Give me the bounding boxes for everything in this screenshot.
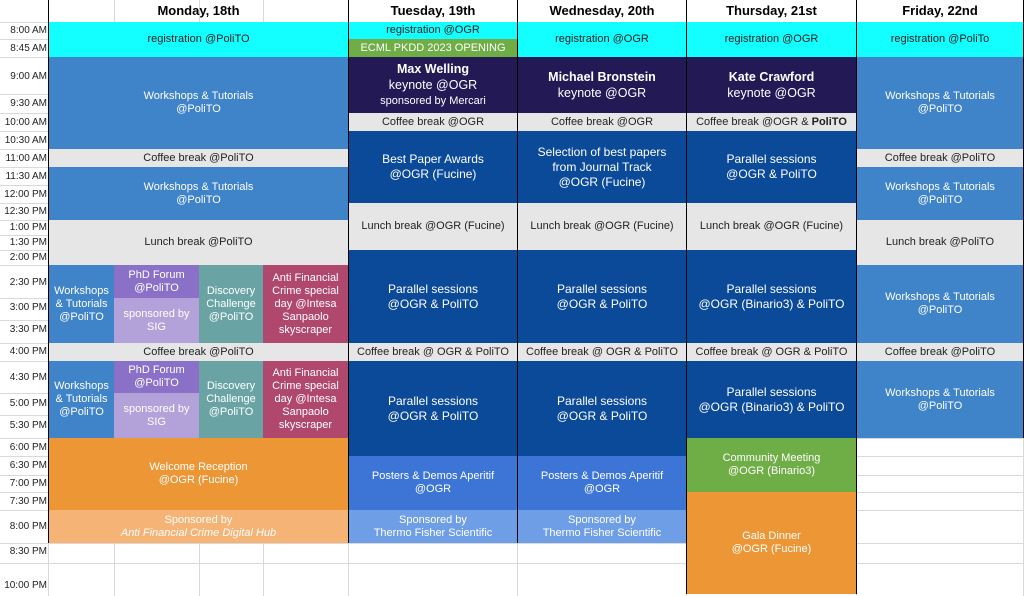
event-label: Lunch break @PoliTO [885,236,995,248]
event-location: @OGR & PoliTO [387,408,479,423]
wed-lunch-break[interactable] [518,203,686,250]
mon-workshops-pm1[interactable] [49,265,114,343]
mon-anti-financial-crime-1[interactable] [263,265,348,343]
time-label: 3:00 PM [9,302,47,313]
event-location: keynote @OGR [557,86,647,100]
event-label: Posters & Demos Aperitif [540,470,664,482]
event-label: Workshops & Tutorials [885,90,995,102]
event-label: Best Paper Awards [382,152,484,166]
event-location: @PoliTO [917,103,963,115]
day-border [856,0,857,594]
event-location: @PoliTO [917,304,963,316]
thu-registration[interactable] [687,22,856,57]
event-label: registration @OGR [724,33,819,45]
time-label: 5:30 PM [9,420,47,431]
event-label: registration @PoliTo [890,33,990,45]
event-label: skyscraper [278,323,333,336]
time-label: 8:30 PM [9,546,47,557]
keynote-speaker: Michael Bronstein [548,70,656,84]
tue-coffee-break-pm[interactable] [349,343,517,361]
time-label: 3:30 PM [9,324,47,335]
time-label: 10:00 PM [4,580,47,591]
fri-workshops-pm2[interactable] [857,361,1023,438]
mon-phd-forum-1[interactable] [114,265,199,298]
thu-gala-dinner[interactable] [687,492,856,594]
event-label: Anti Financial [272,367,339,379]
event-label: Workshops & Tutorials [885,291,995,303]
event-label: Workshops & Tutorials [143,90,254,102]
sponsor-label: Sponsored by [568,513,636,526]
event-location: @OGR (Binario3) & PoliTO [698,296,845,311]
event-label: Parallel sessions [556,281,648,296]
day-border [48,0,49,543]
sponsor-name: SIG [147,415,166,428]
event-location: @OGR [583,483,621,495]
day-header-friday: Friday, 22nd [902,3,978,18]
event-location: @OGR (Fucine) [558,174,646,189]
event-label: Parallel sessions [726,384,817,399]
event-label: Parallel sessions [556,393,648,408]
grid-line [0,543,1024,544]
fri-lunch-break[interactable] [857,220,1023,265]
wed-posters-sponsor[interactable] [518,510,686,543]
event-label: registration @OGR [555,33,649,45]
thu-parallel-sessions-1[interactable] [687,250,856,343]
time-label: 7:30 PM [9,496,47,507]
time-label: 9:00 AM [10,71,47,82]
fri-registration[interactable] [857,22,1023,57]
thu-lunch-break[interactable] [687,203,856,250]
thu-coffee-break-pm[interactable] [687,343,856,361]
event-label: from Journal Track [552,159,652,174]
mon-coffee-break-am[interactable] [49,149,348,167]
event-location: keynote @OGR [388,78,478,92]
fri-coffee-break-pm[interactable] [857,343,1023,361]
thu-parallel-sessions-2[interactable] [687,361,856,438]
day-border [517,0,518,543]
event-label: Community Meeting [722,452,821,464]
event-location: @OGR (Fucine) [731,543,812,555]
time-label: 8:45 AM [10,43,47,54]
event-location: @PoliTO [208,406,254,418]
wed-posters-demos[interactable] [518,456,686,510]
event-label: Coffee break @PoliTO [884,151,996,164]
mon-workshops-pm2[interactable] [49,361,114,438]
event-label: & Tutorials [55,297,108,310]
wed-coffee-break-am[interactable] [518,113,686,131]
event-location: @PoliTO [134,377,179,389]
mon-welcome-reception[interactable] [49,438,348,510]
event-label: Workshops & Tutorials [885,180,995,193]
day-header-monday: Monday, 18th [157,3,240,18]
event-label: PhD Forum [128,364,185,376]
wed-coffee-break-pm[interactable] [518,343,686,361]
event-location: @PoliTO [917,193,963,206]
event-label: Coffee break @ OGR & PoliTO [695,345,848,358]
time-label: 9:30 AM [10,98,47,109]
sponsor-name: Thermo Fisher Scientific [373,526,493,539]
event-label: Discovery [206,380,256,392]
mon-discovery-challenge-1[interactable] [199,265,263,343]
event-location: @OGR & PoliTO [556,408,648,423]
fri-workshops-pm1[interactable] [857,265,1023,343]
event-location: @PoliTO [176,103,221,115]
grid-line [0,563,1024,564]
event-label: Coffee break @OGR & [696,115,812,128]
event-label: registration @PoliTO [147,33,250,45]
event-label: Crime special [272,284,339,297]
tue-registration[interactable] [349,22,517,39]
event-label: Selection of best papers [537,144,667,159]
sponsor-label: sponsored by Mercari [380,95,486,107]
sponsor-name: Anti Financial Crime Digital Hub [120,526,277,539]
event-label: Posters & Demos Aperitif [371,470,495,482]
tue-parallel-sessions-2[interactable] [349,361,517,456]
event-label: ECML PKDD 2023 OPENING [360,41,506,54]
time-label: 6:00 PM [9,442,47,453]
event-location: @OGR (Fucine) [158,474,239,486]
mon-welcome-sponsor[interactable] [49,510,348,543]
event-location: @OGR (Binario3) [728,465,815,477]
event-label: Challenge [206,297,256,310]
event-label: Workshops [54,284,109,297]
event-location: @PoliTO [208,310,254,323]
event-label: & Tutorials [55,393,108,405]
event-location: keynote @OGR [727,86,816,100]
event-location: @OGR & PoliTO [726,167,817,181]
fri-workshops-morning[interactable] [857,57,1023,149]
time-label: 2:30 PM [9,277,47,288]
mon-lunch-break[interactable] [49,220,348,265]
mon-workshops-midday[interactable] [49,167,348,220]
time-label: 11:00 AM [5,153,47,164]
event-label: Welcome Reception [149,461,248,473]
event-label: Parallel sessions [726,281,817,296]
mon-coffee-break-pm[interactable] [49,343,348,361]
day-header-thursday: Thursday, 21st [726,3,817,18]
event-label: Sanpaolo [282,406,329,418]
tue-lunch-break[interactable] [349,203,517,250]
keynote-speaker: Max Welling [396,62,469,76]
event-location: @OGR (Binario3) & PoliTO [698,399,845,414]
tue-opening[interactable] [349,39,517,57]
time-label: 6:30 PM [9,460,47,471]
time-label: 7:00 PM [9,478,47,489]
time-label: 2:00 PM [9,252,47,263]
mon-phd-forum-2[interactable] [114,361,199,393]
sponsor-name: SIG [147,320,166,333]
event-label: Coffee break @ OGR & PoliTO [357,345,509,358]
event-label: day @Intesa [274,297,337,310]
mon-phd-sponsor-1[interactable] [114,298,199,343]
thu-parallel-sessions-0[interactable] [687,131,856,203]
wed-journal-track[interactable] [518,131,686,203]
event-label: PhD Forum [128,268,185,281]
event-label: Coffee break @PoliTO [143,151,254,164]
day-border [686,0,687,594]
wed-parallel-sessions-2[interactable] [518,361,686,456]
event-label: Coffee break @OGR [381,115,485,128]
sponsor-name: Thermo Fisher Scientific [542,526,662,539]
event-label: Anti Financial [272,271,339,284]
day-header-wednesday: Wednesday, 20th [549,3,655,18]
event-location: @PoliTO [59,310,104,323]
event-label: Parallel sessions [387,281,479,296]
event-location: @PoliTO [917,399,963,412]
event-label: Challenge [206,393,256,405]
event-label: Gala Dinner [742,530,801,542]
thu-coffee-break-am[interactable] [687,113,856,131]
tue-parallel-sessions-1[interactable] [349,250,517,343]
mon-registration[interactable] [49,22,348,57]
tue-keynote[interactable] [349,57,517,113]
event-label: Sanpaolo [282,310,329,323]
tue-best-paper-awards[interactable] [349,131,517,203]
event-label: registration @OGR [386,24,480,36]
event-label: Coffee break @PoliTO [884,345,996,358]
fri-workshops-midday[interactable] [857,167,1023,220]
mon-anti-financial-crime-2[interactable] [263,361,348,438]
time-label: 8:00 PM [9,521,47,532]
time-label: 12:30 PM [4,206,47,217]
time-label: 8:00 AM [10,25,47,36]
time-label: 10:00 AM [4,117,47,128]
day-border [348,0,349,543]
event-label: Workshops & Tutorials [885,386,995,399]
event-location: PoliTO [811,115,847,128]
event-location: @OGR (Fucine) [389,167,477,181]
tue-coffee-break-am[interactable] [349,113,517,131]
event-label: Coffee break @PoliTO [143,345,254,358]
mon-discovery-challenge-2[interactable] [199,361,263,438]
thu-keynote[interactable] [687,57,856,113]
time-label: 5:00 PM [9,398,47,409]
time-label: 10:30 AM [4,135,47,146]
keynote-speaker: Kate Crawford [728,70,815,84]
event-location: @PoliTO [134,281,179,294]
event-location: @OGR [414,483,452,495]
time-label: 4:00 PM [9,346,47,357]
event-label: Lunch break @OGR (Fucine) [699,220,844,232]
event-location: @PoliTO [59,406,104,418]
sponsor-label: Sponsored by [164,513,233,526]
event-label: Workshops [54,380,109,392]
tue-posters-demos[interactable] [349,456,517,510]
event-label: Lunch break @PoliTO [144,236,253,248]
time-label: 4:30 PM [9,372,47,383]
tue-posters-sponsor[interactable] [349,510,517,543]
wed-registration[interactable] [518,22,686,57]
event-label: Discovery [206,284,256,297]
event-label: Parallel sessions [726,152,817,166]
event-label: day @Intesa [274,393,337,405]
time-label: 12:00 PM [4,189,47,200]
event-location: @OGR & PoliTO [556,296,648,311]
event-location: @PoliTO [176,193,221,206]
event-label: Crime special [272,380,339,392]
event-label: Parallel sessions [387,393,479,408]
sponsor-label: sponsored by [123,402,190,415]
fri-coffee-break-am[interactable] [857,149,1023,167]
time-label: 1:30 PM [9,237,47,248]
mon-phd-sponsor-2[interactable] [114,393,199,438]
time-label: 11:30 AM [5,171,47,182]
wed-keynote[interactable] [518,57,686,113]
event-label: Lunch break @OGR (Fucine) [530,220,674,232]
thu-community-meeting[interactable] [687,438,856,492]
day-header-tuesday: Tuesday, 19th [390,3,476,18]
mon-workshops-morning[interactable] [49,57,348,149]
event-label: skyscraper [278,419,333,431]
event-label: Coffee break @OGR [550,115,654,128]
event-location: @OGR & PoliTO [387,296,479,311]
event-label: Coffee break @ OGR & PoliTO [526,345,678,358]
time-label: 1:00 PM [9,222,47,233]
event-label: Lunch break @OGR (Fucine) [361,220,505,232]
wed-parallel-sessions-1[interactable] [518,250,686,343]
sponsor-label: sponsored by [123,307,190,320]
sponsor-label: Sponsored by [399,513,467,526]
event-label: Workshops & Tutorials [143,180,254,193]
